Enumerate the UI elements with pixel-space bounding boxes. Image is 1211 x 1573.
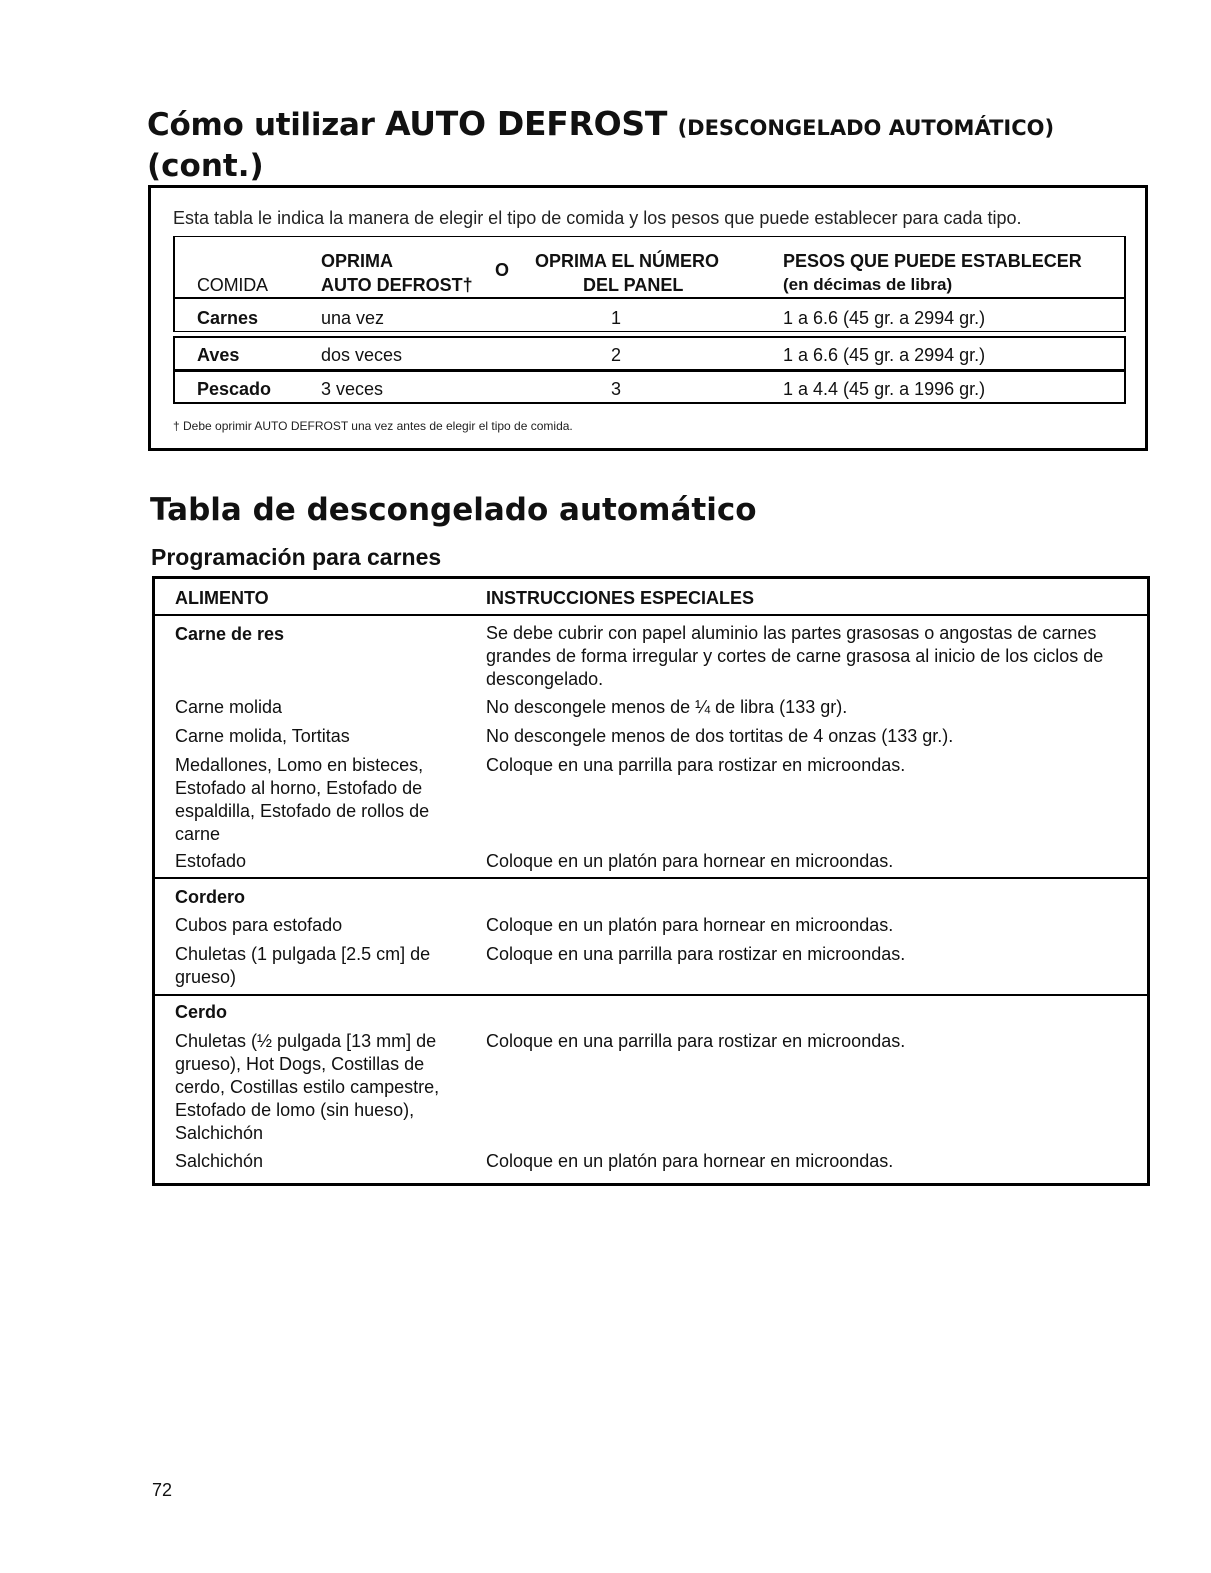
row-pesos: 1 a 4.4 (45 gr. a 1996 gr.) — [783, 379, 986, 399]
header-instrucciones: INSTRUCCIONES ESPECIALES — [486, 588, 755, 608]
food-item: Carne molida — [175, 697, 283, 717]
header-oprima-1: OPRIMA — [321, 251, 393, 271]
food-item: Medallones, Lomo en bisteces, Estofado al horno, Estofado de espaldilla, Estofado de rollos de carne — [175, 755, 430, 844]
instruction-text: Coloque en una parrilla para rostizar en microondas. — [486, 944, 906, 964]
row-oprima: dos veces — [321, 345, 403, 365]
divider — [152, 994, 1150, 996]
row-comida: Pescado — [197, 379, 272, 399]
instruction-text: Coloque en un platón para hornear en microondas. — [486, 1151, 894, 1171]
page-title — [147, 100, 1054, 152]
row-numero: 1 — [611, 308, 622, 328]
group-name-cordero: Cordero — [175, 887, 246, 907]
group-name-cerdo: Cerdo — [175, 1002, 228, 1022]
food-item: Chuletas (½ pulgada [13 mm] de grueso), Hot Dogs, Costillas de cerdo, Costillas estilo campestre, Estofado de lomo (sin hueso), Salchichón — [175, 1031, 440, 1143]
food-item: Estofado — [175, 851, 247, 871]
header-o: O — [495, 260, 510, 280]
title-part3: (DESCONGELADO AUTOMÁTICO) — [677, 116, 1055, 140]
row-comida: Aves — [197, 345, 240, 365]
table-row — [173, 370, 1126, 404]
row-pesos: 1 a 6.6 (45 gr. a 2994 gr.) — [783, 308, 986, 328]
row-pesos: 1 a 6.6 (45 gr. a 2994 gr.) — [783, 345, 986, 365]
instruction-text: Coloque en una parrilla para rostizar en microondas. — [486, 1031, 906, 1051]
header-alimento: ALIMENTO — [175, 588, 269, 608]
food-item: Carne molida, Tortitas — [175, 726, 350, 746]
row-comida: Carnes — [197, 308, 259, 328]
row-numero: 3 — [611, 379, 622, 399]
row-numero: 2 — [611, 345, 622, 365]
row-oprima: una vez — [321, 308, 385, 328]
instruction-text: No descongele menos de dos tortitas de 4 onzas (133 gr.). — [486, 726, 954, 746]
food-item: Chuletas (1 pulgada [2.5 cm] de grueso) — [175, 944, 431, 987]
header-oprima-2: AUTO DEFROST† — [321, 275, 473, 295]
title-part1: Cómo utilizar — [147, 107, 375, 143]
divider — [152, 614, 1150, 616]
header-numero-2: DEL PANEL — [583, 275, 684, 295]
table1-header — [173, 236, 1126, 298]
divider — [152, 877, 1150, 879]
food-item: Salchichón — [175, 1151, 264, 1171]
table-row — [173, 336, 1126, 370]
header-pesos-1: PESOS QUE PUEDE ESTABLECER — [783, 251, 1082, 271]
intro-text: Esta tabla le indica la manera de elegir el tipo de comida y los pesos que puede establecer para cada tipo. — [173, 208, 1022, 228]
row-oprima: 3 veces — [321, 379, 384, 399]
instruction-text: Coloque en un platón para hornear en microondas. — [486, 851, 894, 871]
title-part2: AUTO DEFROST — [385, 104, 668, 143]
header-pesos-2: (en décimas de libra) — [783, 275, 953, 294]
header-comida: COMIDA — [197, 275, 268, 295]
table-row — [173, 298, 1126, 332]
instruction-text: Coloque en un platón para hornear en microondas. — [486, 915, 894, 935]
page-number: 72 — [152, 1480, 173, 1500]
title-continued: (cont.) — [147, 148, 264, 184]
table-footnote: † Debe oprimir AUTO DEFROST una vez antes de elegir el tipo de comida. — [173, 419, 573, 433]
subsection-title: Programación para carnes — [151, 544, 442, 570]
group-name-carne-de-res: Carne de res — [175, 624, 285, 644]
instruction-text: No descongele menos de ¼ de libra (133 gr). — [486, 697, 848, 717]
food-item: Cubos para estofado — [175, 915, 343, 935]
header-numero-1: OPRIMA EL NÚMERO — [535, 251, 720, 271]
section-title: Tabla de descongelado automático — [150, 492, 757, 528]
instruction-text: Se debe cubrir con papel aluminio las partes grasosas o angostas de carnes grandes de forma irregular y cortes de carne grasosa al inicio de los ciclos de descongelado. — [486, 623, 1104, 689]
instruction-text: Coloque en una parrilla para rostizar en microondas. — [486, 755, 906, 775]
